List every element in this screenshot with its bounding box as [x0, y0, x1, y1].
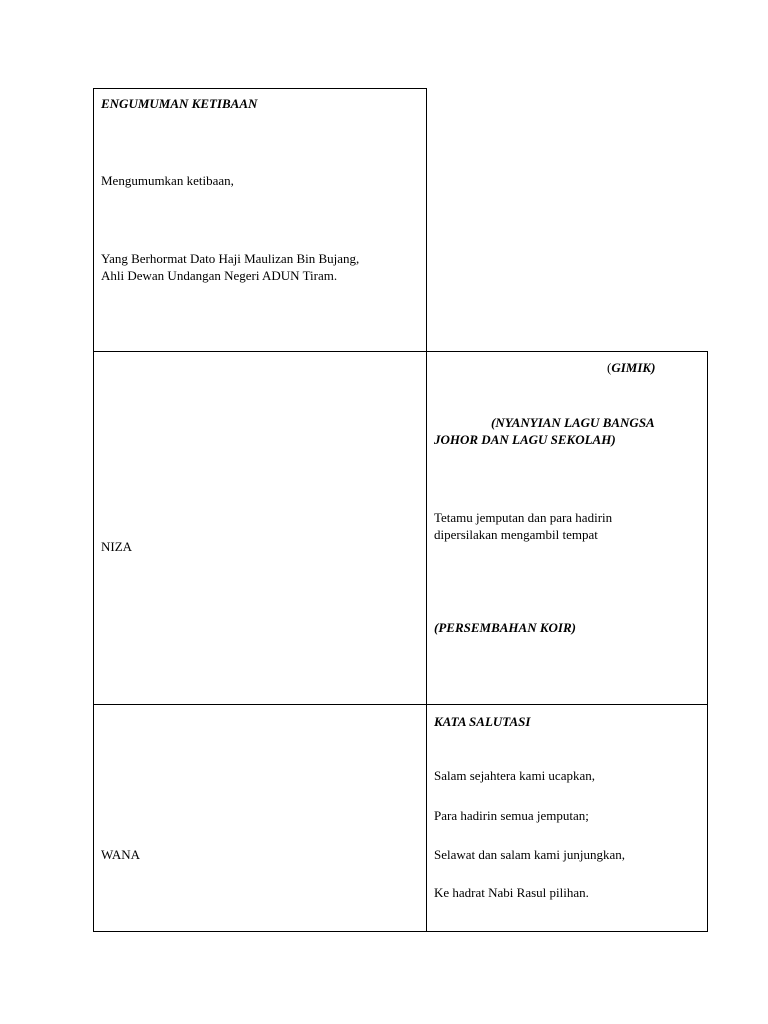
table-border — [93, 88, 427, 89]
speaker-name: NIZA — [101, 539, 133, 554]
table-border — [426, 88, 427, 932]
choir-label: (PERSEMBAHAN KOIR) — [434, 620, 576, 635]
verse-line: Salam sejahtera kami ucapkan, — [434, 768, 595, 783]
table-border — [93, 931, 708, 932]
song-line: JOHOR DAN LAGU SEKOLAH) — [434, 432, 616, 447]
invite-line: Tetamu jemputan dan para hadirin — [434, 510, 613, 525]
song-line: (NYANYIAN LAGU BANGSA — [491, 415, 655, 430]
verse-line: Selawat dan salam kami junjungkan, — [434, 847, 625, 862]
table-border — [93, 351, 708, 352]
arrival-line: Yang Berhormat Dato Haji Maulizan Bin Bujang, — [101, 251, 360, 266]
invite-line: dipersilakan mengambil tempat — [434, 527, 598, 542]
verse-line: Para hadirin semua jemputan; — [434, 808, 589, 823]
arrival-heading: ENGUMUMAN KETIBAAN — [101, 96, 258, 111]
verse-line: Ke hadrat Nabi Rasul pilihan. — [434, 885, 589, 900]
table-border — [707, 351, 708, 932]
speaker-name: WANA — [101, 847, 140, 862]
gimik-line — [607, 360, 655, 376]
gimik-open: ( — [607, 360, 612, 375]
salutation-heading: KATA SALUTASI — [434, 714, 531, 729]
table-border — [93, 704, 708, 705]
arrival-line: Mengumumkan ketibaan, — [101, 173, 234, 188]
table-border — [93, 88, 94, 932]
gimik-label: GIMIK) — [611, 360, 656, 375]
arrival-line: Ahli Dewan Undangan Negeri ADUN Tiram. — [101, 268, 338, 283]
